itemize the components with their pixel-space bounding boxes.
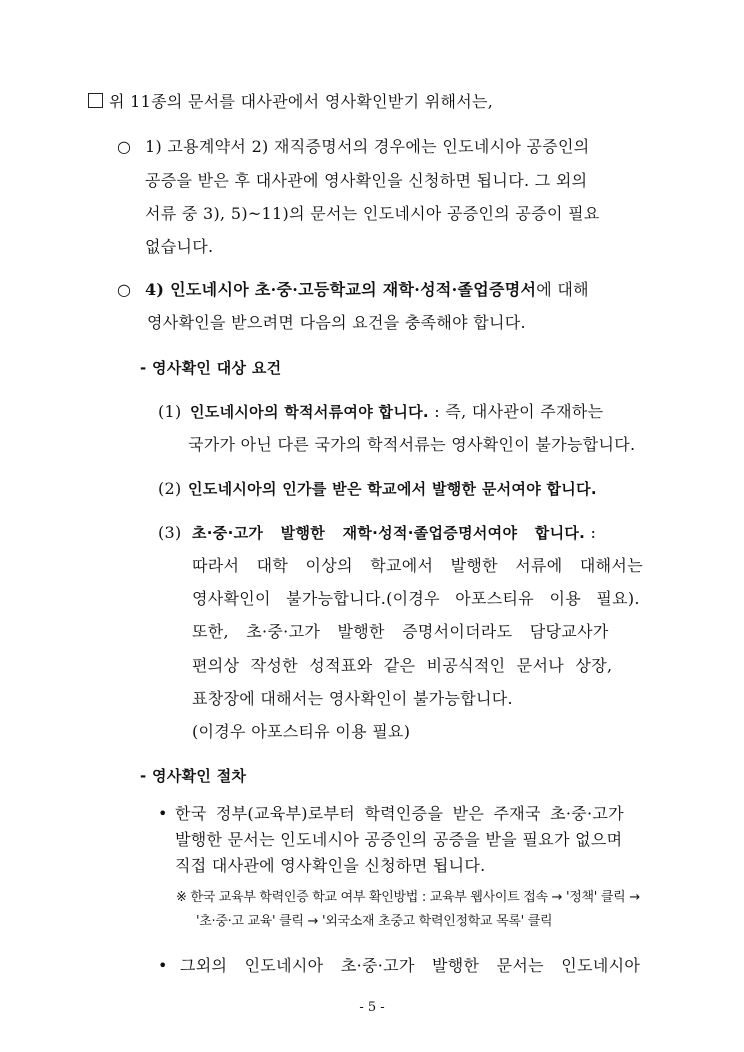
- req1-line1: [190, 402, 603, 422]
- item2-line1-rest: 에 대해: [536, 280, 589, 299]
- req3-number: (3): [158, 523, 182, 542]
- item1-line2: 공증을 받은 후 대사관에 영사확인을 신청하면 됩니다. 그 외의: [145, 171, 588, 190]
- item2-line1-bold: 4) 인도네시아 초·중·고등학교의 재학·성적·졸업증명서: [145, 280, 537, 299]
- req3-line3: 영사확인이 불가능합니다.(이경우 아포스티유 이용 필요).: [192, 589, 640, 608]
- item1-marker: ○: [117, 137, 132, 156]
- requirements-title: - 영사확인 대상 요건: [140, 359, 282, 377]
- req3-bold: 초·중·고가 발행한 재학·성적·졸업증명서여야 합니다.: [192, 524, 586, 542]
- req3-rest: :: [585, 523, 597, 542]
- req3-line5: 편의상 작성한 성적표와 같은 비공식적인 문서나 상장,: [192, 656, 613, 675]
- req1-line2: 국가가 아닌 다른 국가의 학적서류는 영사확인이 불가능합니다.: [188, 435, 636, 454]
- reference-mark-icon: ※: [176, 890, 187, 905]
- item1-line4: 없습니다.: [145, 237, 214, 256]
- req3-line6: 표창장에 대해서는 영사확인이 불가능합니다.: [192, 689, 513, 708]
- req3-line2: 따라서 대학 이상의 학교에서 발행한 서류에 대해서는: [192, 556, 643, 575]
- procedure-bullet2-marker: •: [158, 956, 168, 975]
- procedure-bullet1-line1: 한국 정부(교육부)로부터 학력인증을 받은 주재국 초·중·고가: [175, 804, 624, 823]
- section-heading: [88, 92, 558, 112]
- procedure-note-line1: ※ 한국 교육부 학력인증 학교 여부 확인방법 : 교육부 웹사이트 접속 → '정책' 클릭 →: [176, 890, 640, 905]
- req3-line4: 또한, 초·중·고가 발행한 증명서이더라도 담당교사가: [192, 622, 609, 641]
- procedure-bullet1-line2: 발행한 문서는 인도네시아 공증인의 공증을 받을 필요가 없으며: [175, 830, 623, 849]
- heading-text: 위 11종의 문서를 대사관에서 영사확인받기 위해서는,: [109, 92, 494, 111]
- item2-marker: ○: [117, 280, 132, 299]
- procedure-bullet2-line: 그외의 인도네시아 초·중·고가 발행한 문서는 인도네시아: [180, 956, 641, 975]
- checkbox-square-icon: [88, 93, 103, 108]
- item2-line2: 영사확인을 받으려면 다음의 요건을 충족해야 합니다.: [147, 313, 526, 332]
- procedure-bullet1-line3: 직접 대사관에 영사확인을 신청하면 됩니다.: [175, 856, 486, 875]
- req1-rest: : 즉, 대사관이 주재하는: [428, 402, 604, 421]
- req2-text: 인도네시아의 인가를 받은 학교에서 발행한 문서여야 합니다.: [188, 480, 597, 498]
- item1-line1: 1) 고용계약서 2) 재직증명서의 경우에는 인도네시아 공증인의: [145, 137, 590, 156]
- item2-line1: [145, 280, 589, 300]
- procedure-bullet1-marker: •: [158, 804, 168, 823]
- req3-line1: [192, 523, 596, 543]
- page-number: - 5 -: [359, 1000, 385, 1015]
- req2-number: (2): [158, 479, 182, 498]
- procedure-title: - 영사확인 절차: [140, 767, 247, 785]
- procedure-note-line2: '초·중·고 교육' 클릭 → '외국소재 초중고 학력인정학교 목록' 클릭: [196, 914, 553, 929]
- item1-line3: 서류 중 3), 5)~11)의 문서는 인도네시아 공증인의 공증이 필요: [145, 204, 600, 223]
- req1-number: (1): [158, 402, 182, 421]
- req3-line7: (이경우 아포스티유 이용 필요): [192, 722, 411, 741]
- req1-bold: 인도네시아의 학적서류여야 합니다.: [190, 403, 429, 421]
